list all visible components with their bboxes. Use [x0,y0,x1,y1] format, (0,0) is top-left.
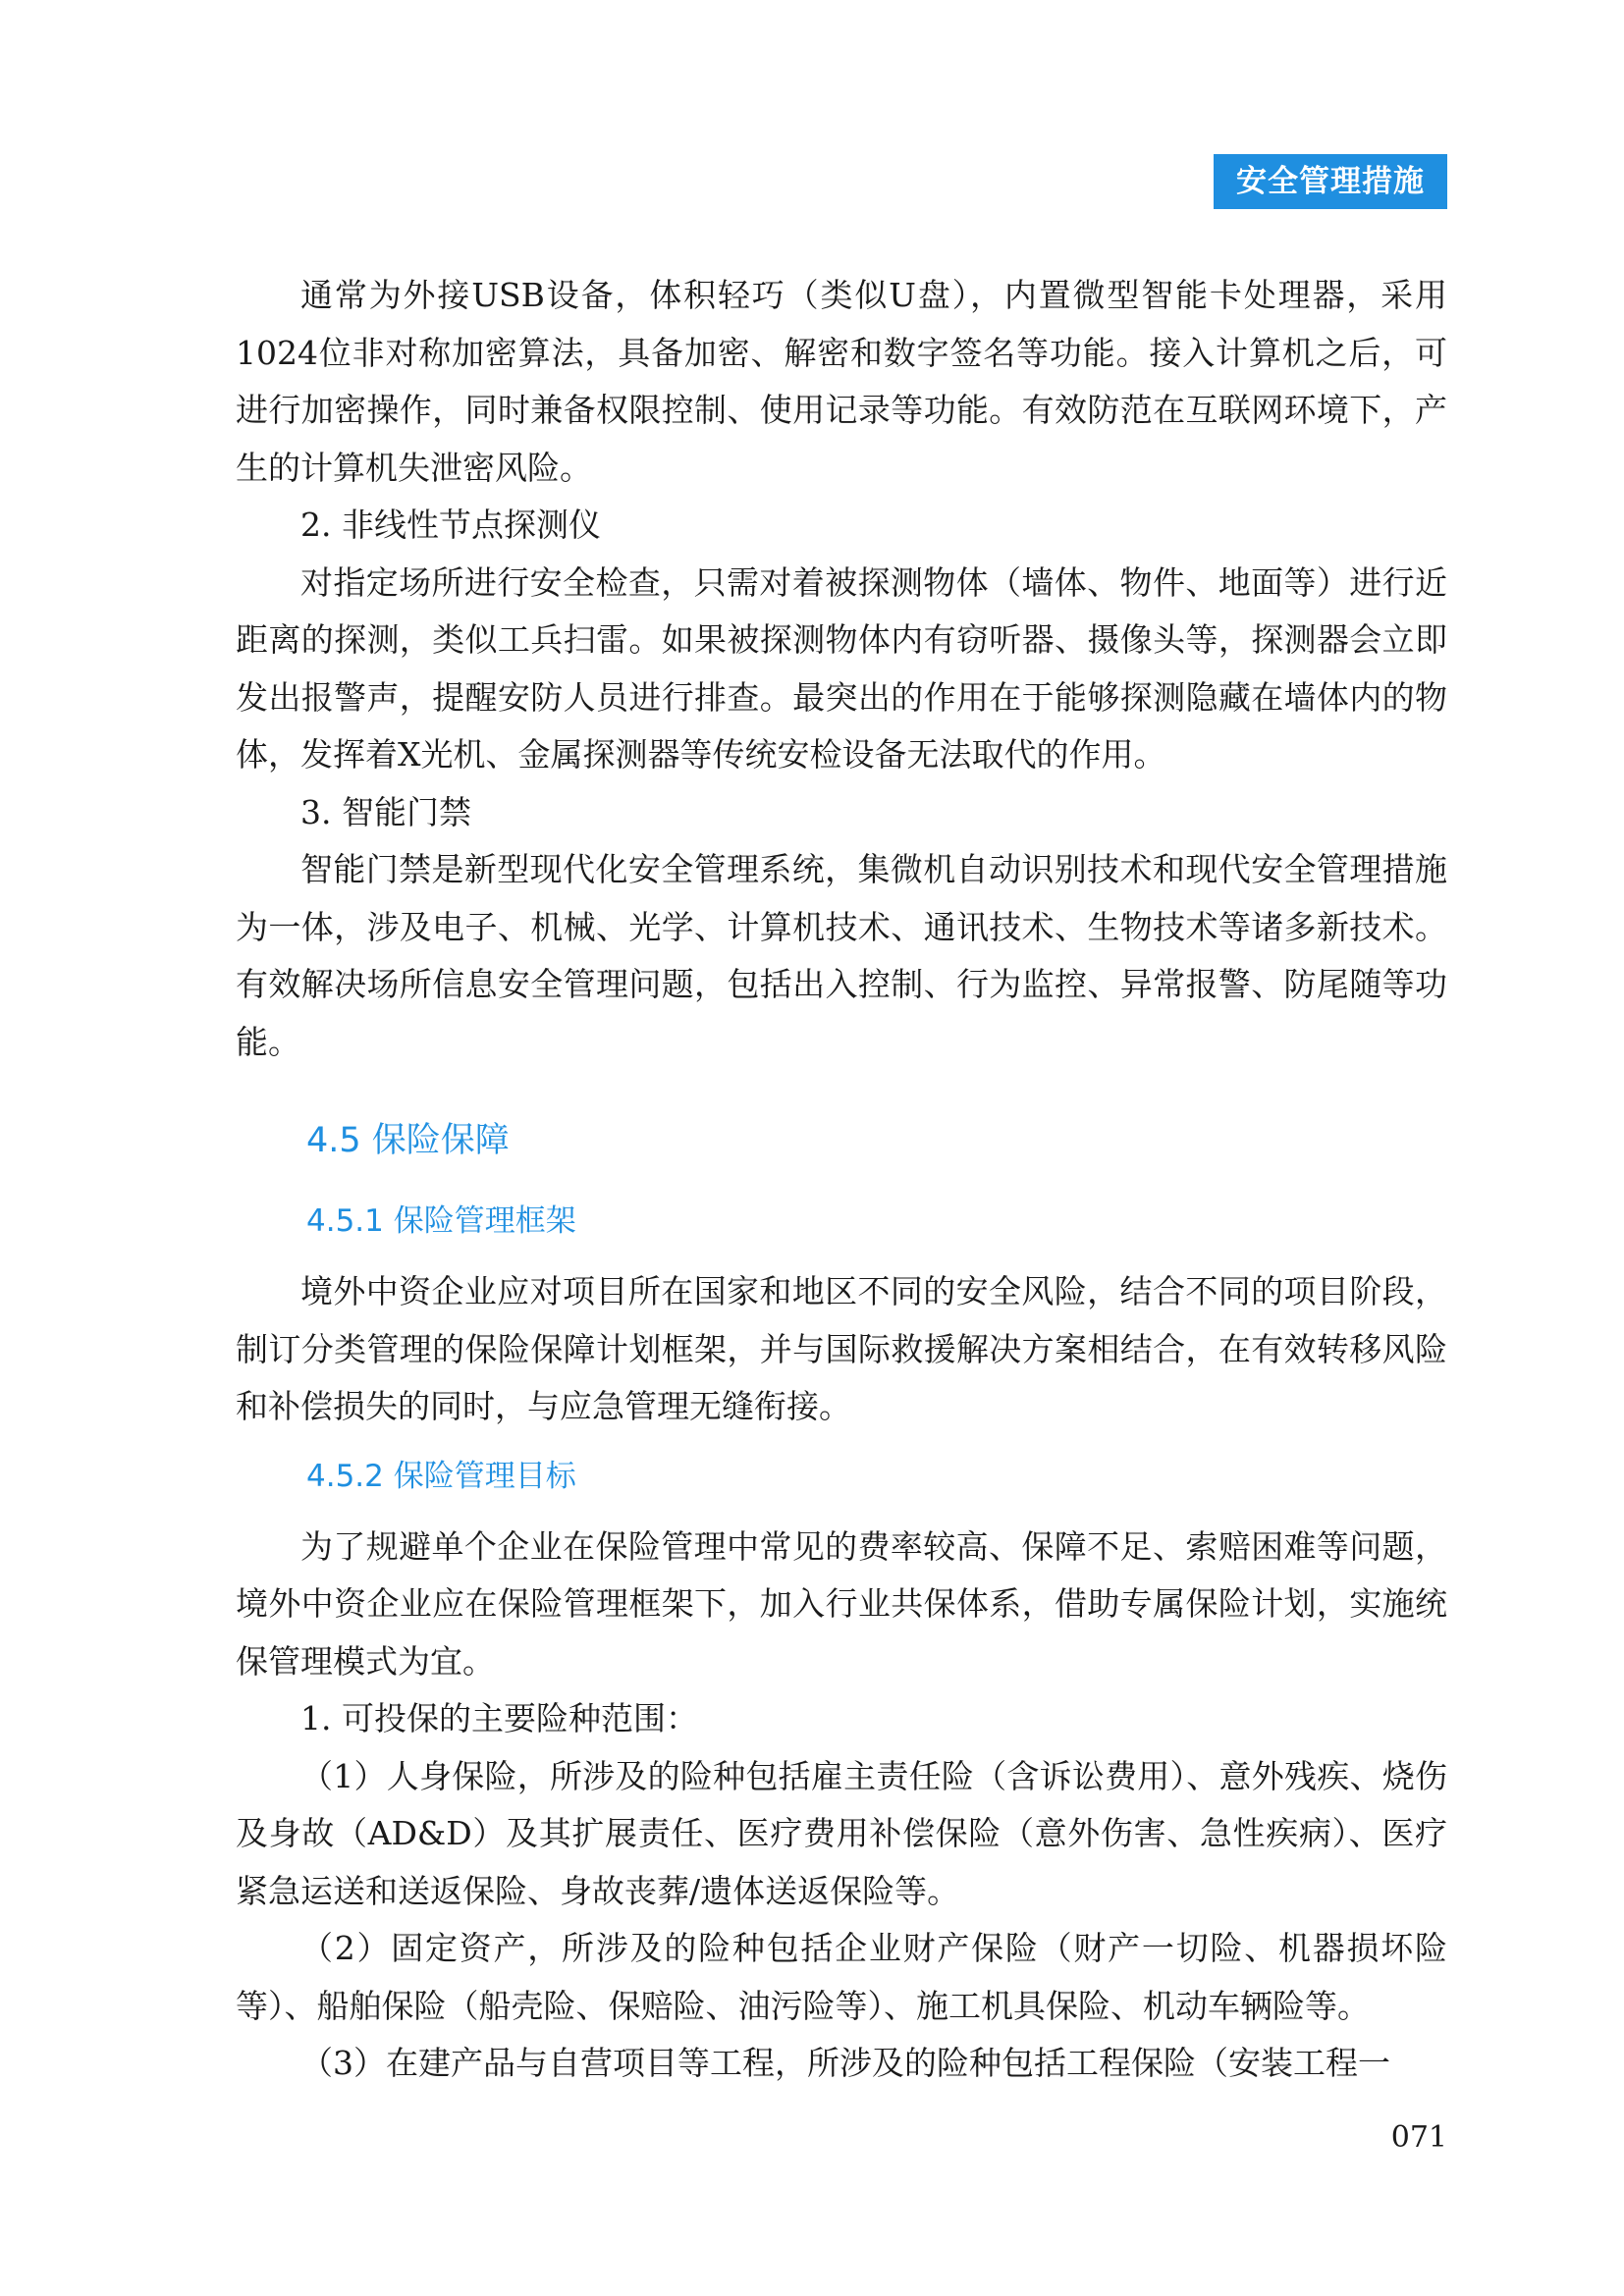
subsection-4-5-1-body: 境外中资企业应对项目所在国家和地区不同的安全风险，结合不同的项目阶段，制订分类管理的保险保障计划框架，并与国际救援解决方案相结合，在有效转移风险和补偿损失的同时，与应急管理无缝衔接。 [236,1272,1447,1425]
item3-body: 智能门禁是新型现代化安全管理系统，集微机自动识别技术和现代安全管理措施为一体，涉及电子、机械、光学、计算机技术、通讯技术、生物技术等诸多新技术。有效解决场所信息安全管理问题，包括出入控制、行为监控、异常报警、防尾随等功能。 [236,850,1447,1061]
insurance-list-item-2: （2）固定资产，所涉及的险种包括企业财产保险（财产一切险、机器损坏险等）、船舶保险（船壳险、保赔险、油污险等）、施工机具保险、机动车辆险等。 [236,1929,1447,2025]
section-badge: 安全管理措施 [1214,154,1447,209]
section-heading-4-5: 4.5 保险保障 [306,1121,510,1160]
insurance-list-item-1: （1）人身保险，所涉及的险种包括雇主责任险（含诉讼费用）、意外残疾、烧伤及身故（AD&D）及其扩展责任、医疗费用补偿保险（意外伤害、急性疾病）、医疗紧急运送和送返保险、身故丧葬/遗体送返保险等。 [236,1756,1447,1910]
item3-title: 3. 智能门禁 [300,792,471,831]
paragraph-usb-key: 通常为外接USB设备，体积轻巧（类似U盘），内置微型智能卡处理器，采用1024位非对称加密算法，具备加密、解密和数字签名等功能。接入计算机之后，可进行加密操作，同时兼备权限控制、使用记录等功能。有效防范在互联网环境下，产生的计算机失泄密风险。 [236,276,1447,487]
subsection-heading-4-5-1: 4.5.1 保险管理框架 [306,1203,576,1239]
subsection-4-5-2-body: 为了规避单个企业在保险管理中常见的费率较高、保障不足、索赔困难等问题，境外中资企业应在保险管理框架下，加入行业共保体系，借助专属保险计划，实施统保管理模式为宜。 [236,1526,1447,1681]
insurance-list-title: 1. 可投保的主要险种范围： [300,1699,698,1737]
subsection-heading-4-5-2: 4.5.2 保险管理目标 [306,1458,576,1494]
item2-body: 对指定场所进行安全检查，只需对着被探测物体（墙体、物件、地面等）进行近距离的探测，类似工兵扫雷。如果被探测物体内有窃听器、摄像头等，探测器会立即发出报警声，提醒安防人员进行排查。最突出的作用在于能够探测隐藏在墙体内的物体，发挥着X光机、金属探测器等传统安检设备无法取代的作用。 [236,562,1447,774]
item2-title: 2. 非线性节点探测仪 [300,506,601,544]
page-body [236,267,1447,2093]
page-number: 071 [1390,2120,1447,2155]
insurance-list-item-3: （3）在建产品与自营项目等工程，所涉及的险种包括工程保险（安装工程一 [300,2044,1390,2082]
